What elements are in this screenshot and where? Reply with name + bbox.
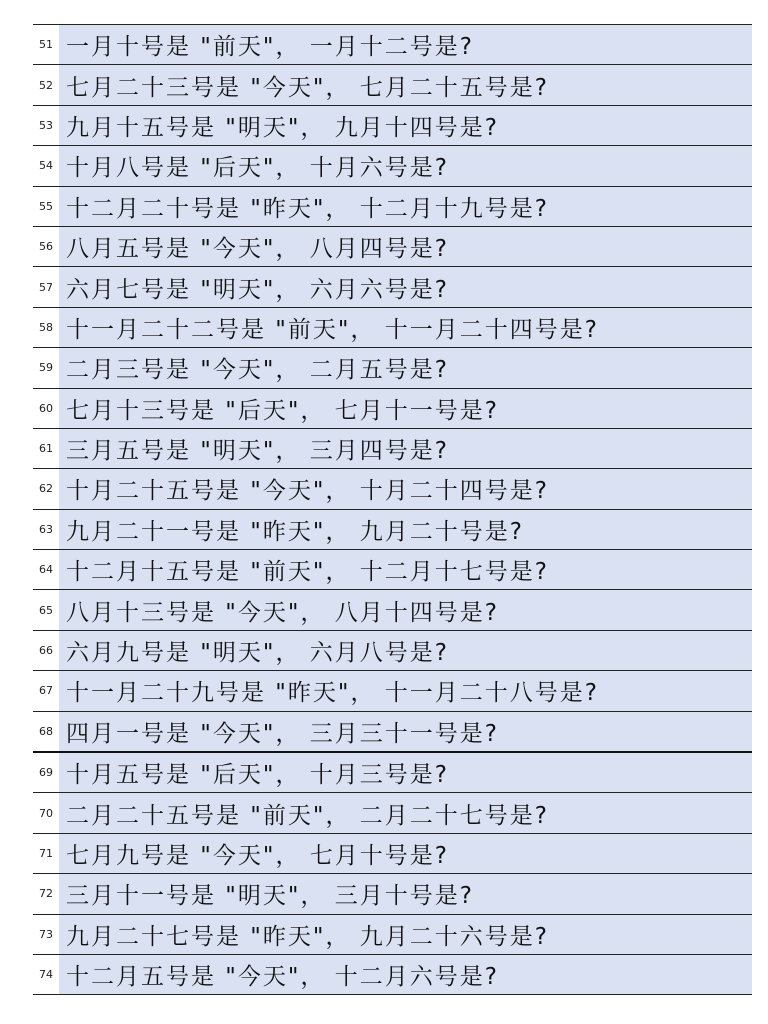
question-text: 十一月二十二号是 "前天"， 十一月二十四号是?: [59, 308, 752, 347]
row-number: 69: [33, 753, 59, 792]
table-row: [33, 510, 752, 550]
question-text: 八月十三号是 "今天"， 八月十四号是?: [59, 590, 752, 629]
row-number: 53: [33, 106, 59, 145]
row-number: 63: [33, 510, 59, 549]
question-text: 七月十三号是 "后天"， 七月十一号是?: [59, 389, 752, 428]
table-row: [33, 146, 752, 186]
table-row: [33, 267, 752, 307]
table-row: [33, 631, 752, 671]
table-row: [33, 348, 752, 388]
question-text: 九月二十七号是 "昨天"， 九月二十六号是?: [59, 915, 752, 954]
table-row: [33, 106, 752, 146]
question-text: 十月八号是 "后天"， 十月六号是?: [59, 146, 752, 185]
row-number: 71: [33, 834, 59, 873]
row-number: 64: [33, 550, 59, 589]
question-text: 六月七号是 "明天"， 六月六号是?: [59, 267, 752, 306]
question-text: 十二月五号是 "今天"， 十二月六号是?: [59, 955, 752, 994]
row-number: 67: [33, 671, 59, 710]
row-number: 57: [33, 267, 59, 306]
question-text: 六月九号是 "明天"， 六月八号是?: [59, 631, 752, 670]
question-text: 八月五号是 "今天"， 八月四号是?: [59, 227, 752, 266]
question-text: 九月十五号是 "明天"， 九月十四号是?: [59, 106, 752, 145]
table-row: [33, 550, 752, 590]
table-row: [33, 874, 752, 914]
row-number: 52: [33, 65, 59, 104]
question-text: 四月一号是 "今天"， 三月三十一号是?: [59, 712, 752, 751]
table-row: [33, 671, 752, 711]
row-number: 59: [33, 348, 59, 387]
question-text: 九月二十一号是 "昨天"， 九月二十号是?: [59, 510, 752, 549]
table-row: [33, 25, 752, 65]
table-row: [33, 187, 752, 227]
row-number: 73: [33, 915, 59, 954]
table-row: [33, 793, 752, 833]
table-row: [33, 389, 752, 429]
row-number: 70: [33, 793, 59, 832]
question-text: 二月二十五号是 "前天"， 二月二十七号是?: [59, 793, 752, 832]
row-number: 54: [33, 146, 59, 185]
question-text: 十月二十五号是 "今天"， 十月二十四号是?: [59, 469, 752, 508]
row-number: 56: [33, 227, 59, 266]
table-row: [33, 753, 752, 793]
table-row: [33, 590, 752, 630]
row-number: 62: [33, 469, 59, 508]
question-text: 一月十号是 "前天"， 一月十二号是?: [59, 25, 752, 64]
row-number: 68: [33, 712, 59, 751]
question-text: 三月十一号是 "明天"， 三月十号是?: [59, 874, 752, 913]
question-text: 十一月二十九号是 "昨天"， 十一月二十八号是?: [59, 671, 752, 710]
row-number: 61: [33, 429, 59, 468]
row-number: 60: [33, 389, 59, 428]
worksheet-table: [33, 24, 752, 995]
row-number: 66: [33, 631, 59, 670]
table-row: [33, 915, 752, 955]
row-number: 74: [33, 955, 59, 994]
question-text: 二月三号是 "今天"， 二月五号是?: [59, 348, 752, 387]
question-text: 十二月十五号是 "前天"， 十二月十七号是?: [59, 550, 752, 589]
table-row: [33, 712, 752, 753]
table-row: [33, 469, 752, 509]
question-text: 十月五号是 "后天"， 十月三号是?: [59, 753, 752, 792]
row-number: 51: [33, 25, 59, 64]
row-number: 65: [33, 590, 59, 629]
table-row: [33, 308, 752, 348]
table-row: [33, 227, 752, 267]
row-number: 72: [33, 874, 59, 913]
row-number: 55: [33, 187, 59, 226]
question-text: 七月二十三号是 "今天"， 七月二十五号是?: [59, 65, 752, 104]
question-text: 七月九号是 "今天"， 七月十号是?: [59, 834, 752, 873]
row-number: 58: [33, 308, 59, 347]
table-row: [33, 955, 752, 995]
table-row: [33, 834, 752, 874]
table-row: [33, 429, 752, 469]
question-text: 十二月二十号是 "昨天"， 十二月十九号是?: [59, 187, 752, 226]
question-text: 三月五号是 "明天"， 三月四号是?: [59, 429, 752, 468]
table-row: [33, 65, 752, 105]
